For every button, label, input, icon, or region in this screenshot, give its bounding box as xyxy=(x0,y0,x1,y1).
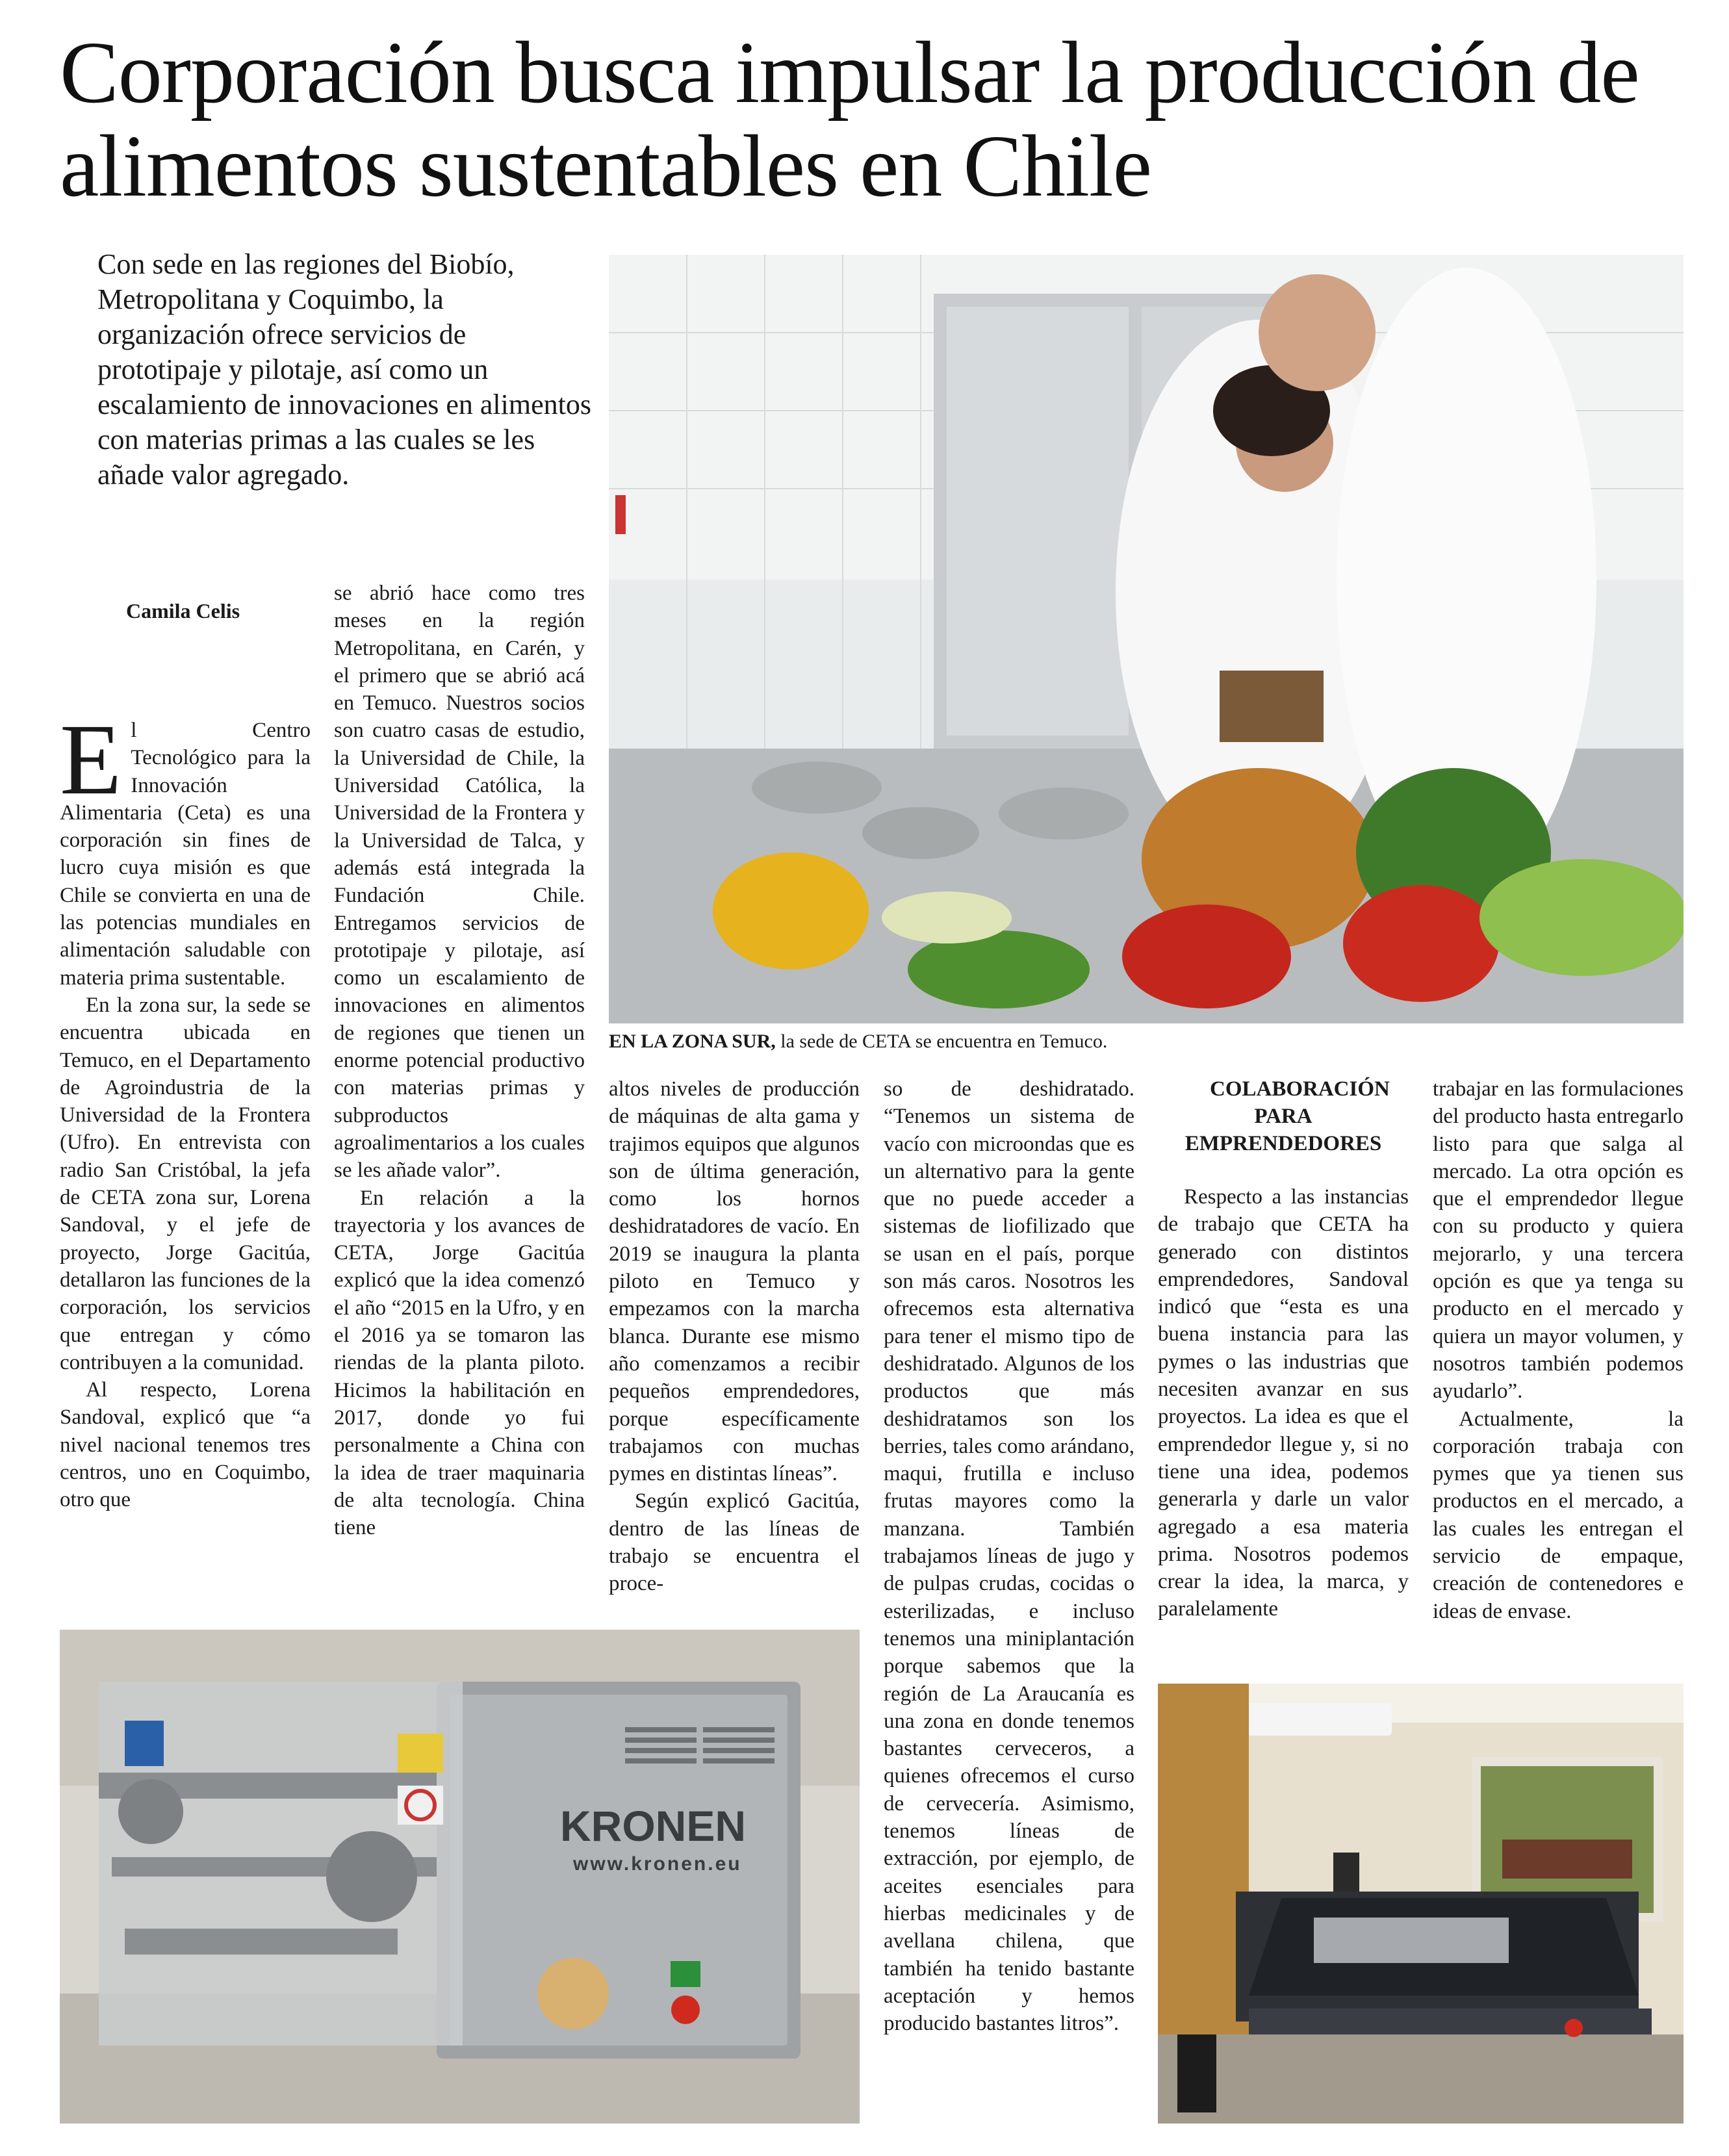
caption-text: la sede de CETA se encuentra en Temuco. xyxy=(775,1031,1108,1052)
article-column-6 xyxy=(1433,1075,1684,1625)
dropcap: E xyxy=(60,703,122,815)
col4-paragraph-1: so de deshidratado. “Tenemos un sistema de vacío con microondas que es un alternativo para la gente que no puede acceder a sistemas de liofilizado que se usan en el país, porque son más caros. Nosotros les ofrecemos esta alternativa para tener el mismo tipo de deshidratado. Algunos de los productos que más deshidratamos son los berries, tales como arándano, maqui, frutilla e incluso frutas mayores como la manzana. También trabajamos líneas de jugo y de pulpas crudas, cocidas o esterilizadas, e incluso tenemos una miniplantación porque sabemos que la región de La Araucanía es una zona en donde tenemos bastantes cerveceros, a quienes ofrecemos el curso de cervecería. Asimismo, tenemos líneas de extracción, por ejemplo, de aceites esenciales para hierbas medicinales y de avellana chilena, que también ha tenido bastante aceptación y hemos producido bastantes litros”. xyxy=(884,1077,1134,2036)
col2-paragraph-2: En relación a la trayectoria y los avances de CETA, Jorge Gacitúa explicó que la idea comenzó el año “2015 en la Ufro, y en el 2016 ya se tomaron las riendas de la planta piloto. Hicimos la habilitación en 2017, donde yo fui personalmente a China con la idea de traer maquinaria de alta tecnología. China tiene xyxy=(334,1186,585,1540)
subhead: COLABORACIÓN PARA EMPRENDEDORES xyxy=(1185,1077,1390,1155)
article-column-2 xyxy=(334,580,585,1541)
article-column-5 xyxy=(1158,1075,1409,1623)
article-column-4 xyxy=(884,1075,1134,2037)
machine-photo xyxy=(60,1630,860,2124)
col3-paragraph-1: altos niveles de producción de máquinas de alta gama y trajimos equipos que algunos son de última generación, como los hornos deshidratadores de vacío. En 2019 se inaugura la planta piloto en Temuco y empezamos con la marcha blanca. Durante ese mismo año comenzamos a recibir pequeños emprendedores, porque específicamente trabajamos con muchas pymes en distintas líneas”. xyxy=(609,1077,860,1486)
col5-paragraph-1: Respecto a las instancias de trabajo que CETA ha generado con distintos emprendedores, Sandoval indicó que “esta es una buena instancia para las pymes o las industrias que necesiten avanzar en sus proyectos. La idea es que el emprendedor llegue y, si no tiene una idea, podemos generarla y darle un valor agregado a esa materia prima. Nosotros podemos crear la idea, la marca, y paralelamente xyxy=(1158,1185,1409,1621)
photo-caption xyxy=(609,1030,1107,1053)
col2-paragraph-1: se abrió hace como tres meses en la región Metropolitana, en Carén, y el primero que se abrió acá en Temuco. Nuestros socios son cuatro casas de estudio, la Universidad de Chile, la Universidad Católica, la Universidad de la Frontera y la Universidad de Talca, y además está integrada la Fundación Chile. Entregamos servicios de prototipaje y pilotaje, así como un escalamiento de innovaciones en alimentos de regiones que tienen un enorme potencial productivo con materias primas y subproductos agroalimentarios a los cuales se les añade valor”. xyxy=(334,582,585,1183)
machine-brand: KRONEN xyxy=(560,1802,747,1850)
headline: Corporación busca impulsar la producción de alimentos sustentables en Chile xyxy=(60,24,1639,215)
col1-paragraph-1: l Centro Tecnológico para la Innovación Alimentaria (Ceta) es una corporación sin fines de lucro cuya misión es que Chile se convierta en una de las potencias mundiales en alimentación saludable con materia prima sustentable. xyxy=(60,719,311,990)
col6-paragraph-2: Actualmente, la corporación trabaja con pymes que ya tienen sus productos en el mercado, a las cuales les entregan el servicio de empaque, creación de contenedores e ideas de envase. xyxy=(1433,1407,1684,1623)
article-column-1 xyxy=(60,703,311,1514)
col3-paragraph-2: Según explicó Gacitúa, dentro de las líneas de trabajo se encuentra el proce- xyxy=(609,1489,860,1596)
lab-photo xyxy=(609,255,1684,1023)
col1-paragraph-2: En la zona sur, la sede se encuentra ubicada en Temuco, en el Departamento de Agroindustria de la Universidad de la Frontera (Ufro). En entrevista con radio San Cristóbal, la jefa de CETA zona sur, Lorena Sandoval, y el jefe de proyecto, Jorge Gacitúa, detallaron las funciones de la corporación, los servicios que entregan y cómo contribuyen a la comunidad. xyxy=(60,993,311,1374)
col6-paragraph-1: trabajar en las formulaciones del producto hasta entregarlo listo para que salga al mercado. La otra opción es que el emprendedor llegue con su producto y quiera mejorarlo, y una tercera opción es que ya tenga su producto en el mercado y quiera un mayor volumen, y nosotros también podemos ayudarlo”. xyxy=(1433,1077,1684,1404)
article-column-3 xyxy=(609,1075,860,1598)
caption-bold: EN LA ZONA SUR, xyxy=(609,1031,776,1052)
lead-paragraph: Con sede en las regiones del Biobío, Metropolitana y Coquimbo, la organización ofrece servicios de prototipaje y pilotaje, así como un escalamiento de innovaciones en alimentos con materias primas a las cuales se les añade valor agregado. xyxy=(97,248,591,491)
machine-url: www.kronen.eu xyxy=(573,1853,742,1875)
workshop-photo xyxy=(1158,1684,1684,2124)
col1-paragraph-3: Al respecto, Lorena Sandoval, explicó que “a nivel nacional tenemos tres centros, uno en Coquimbo, otro que xyxy=(60,1378,311,1512)
byline: Camila Celis xyxy=(126,599,240,622)
